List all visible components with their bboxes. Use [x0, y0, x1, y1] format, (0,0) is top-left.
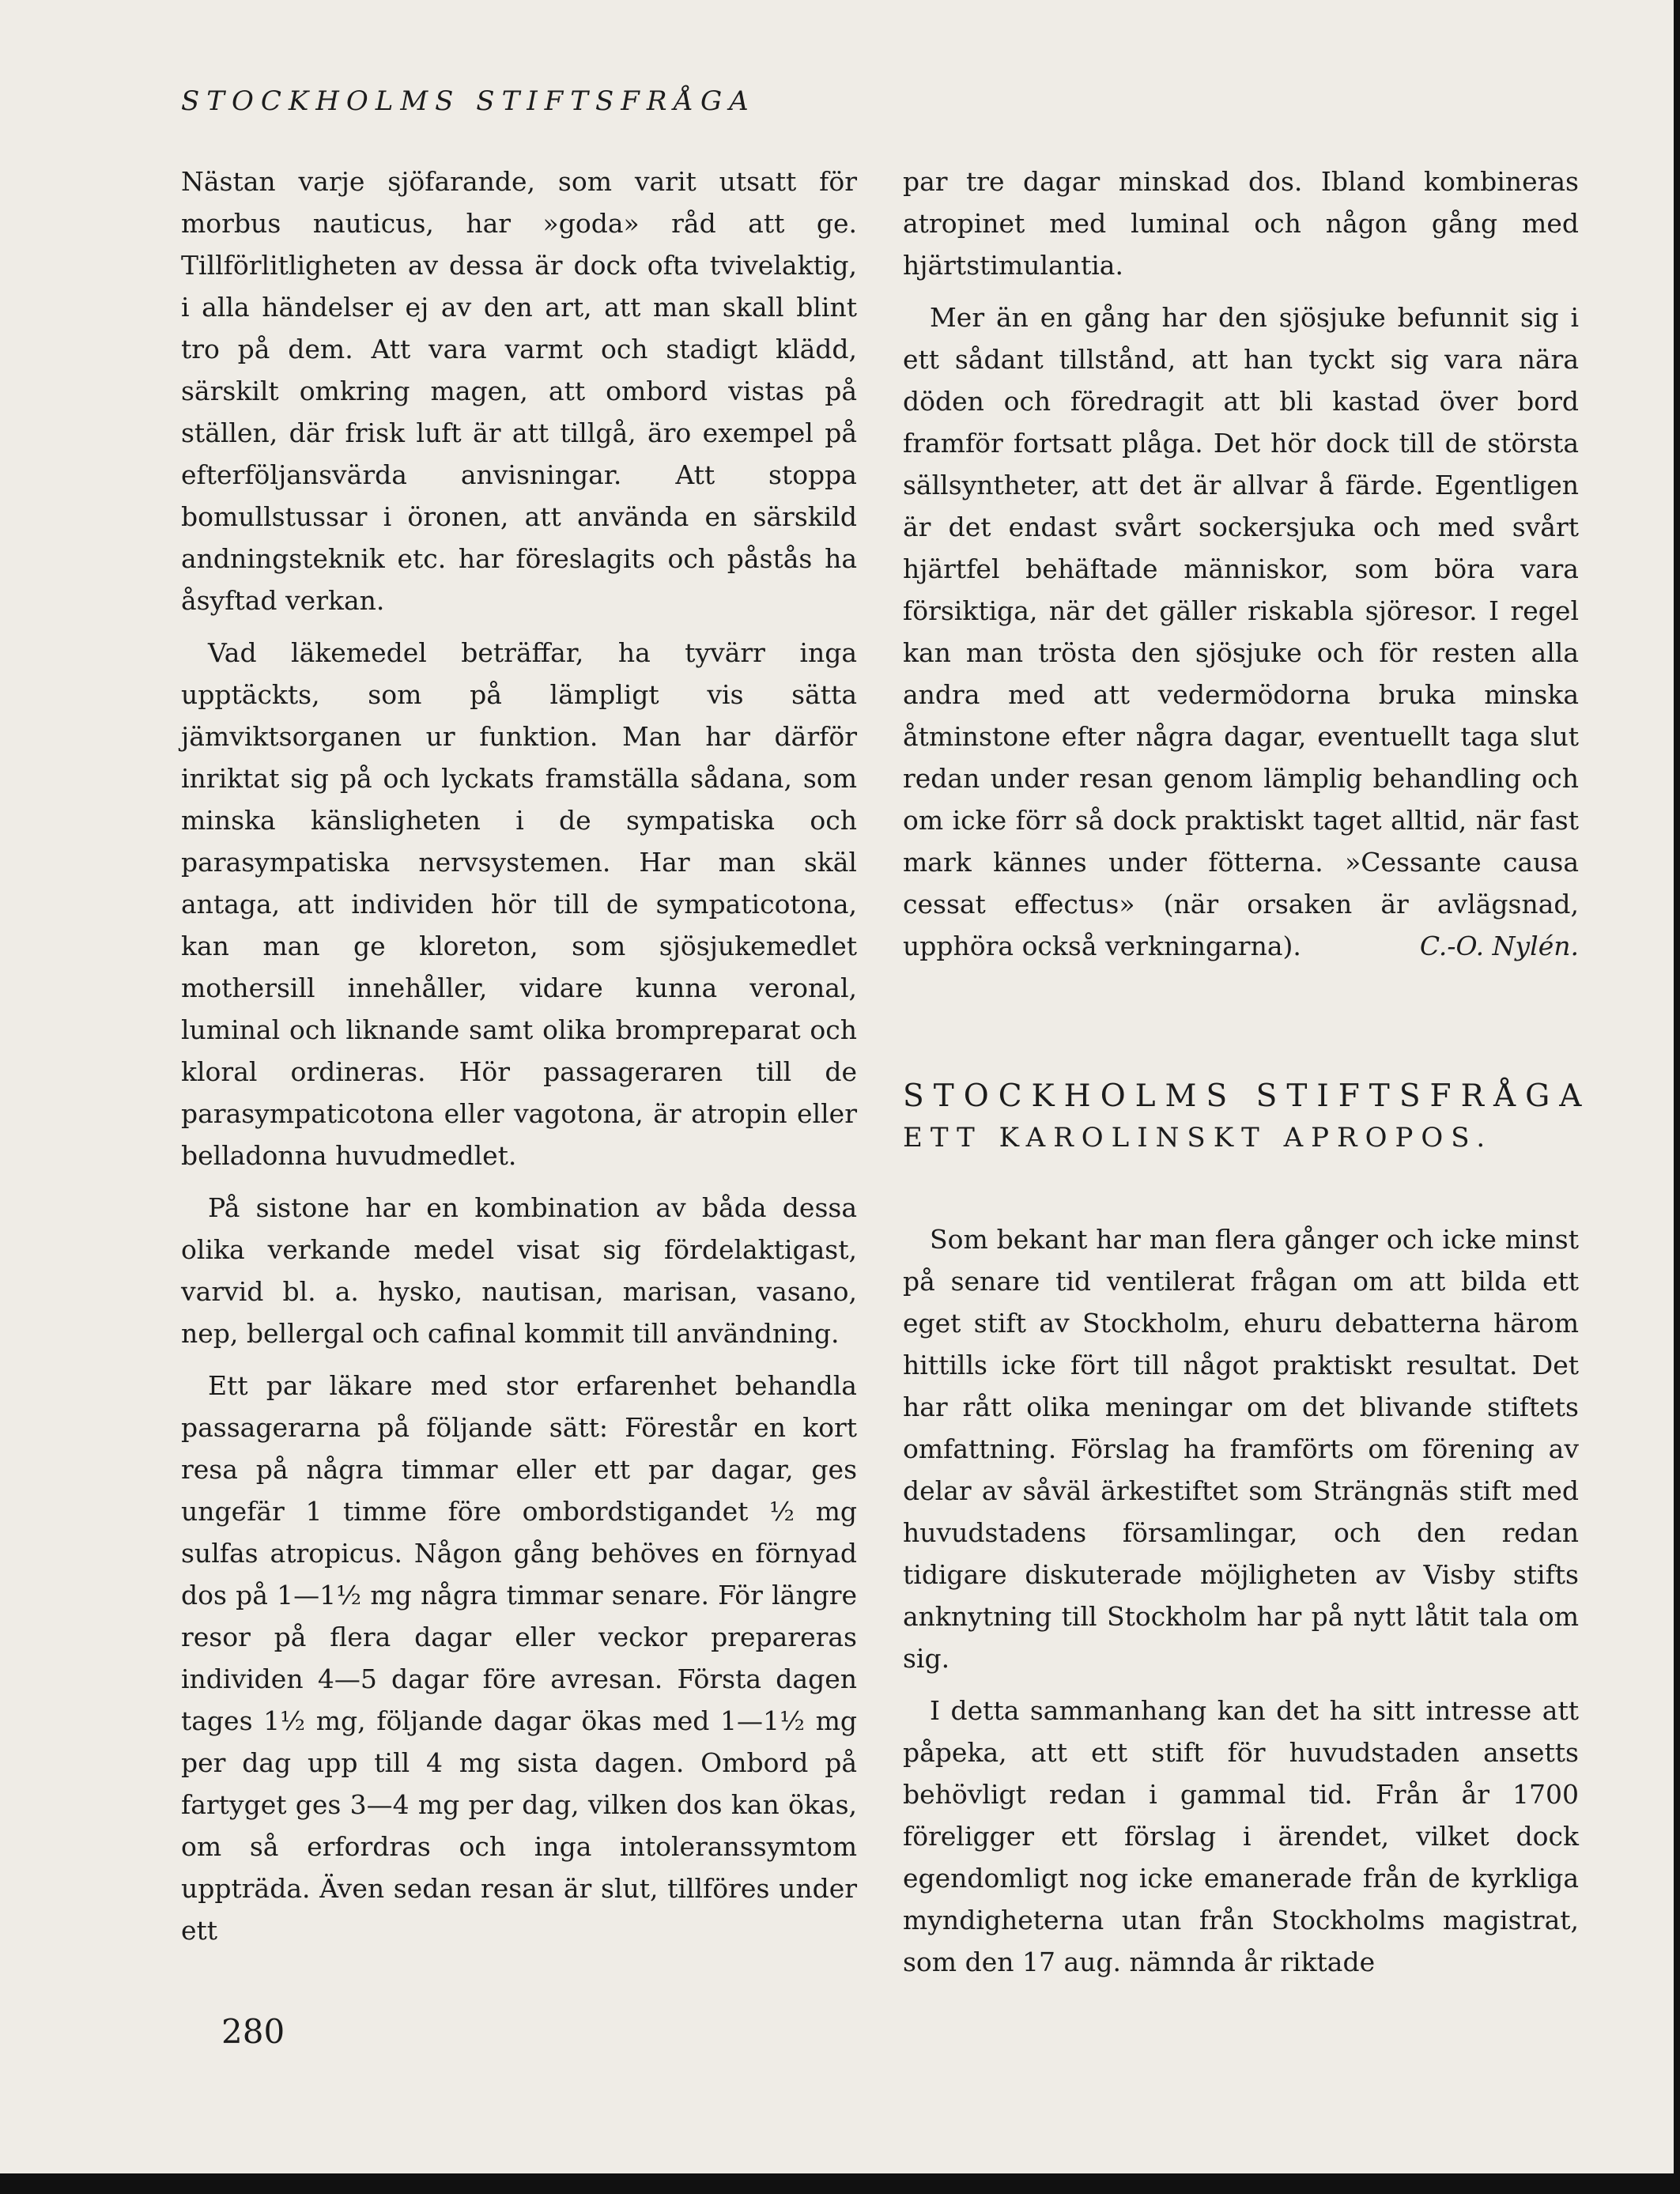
scan-border-bottom [0, 2173, 1680, 2194]
article-title-line-2: ETT KAROLINSKT APROPOS. [903, 1122, 1493, 1154]
closing-paragraph [903, 296, 1579, 967]
scan-border-right [1674, 0, 1680, 2194]
paragraph-continuation: par tre dagar minskad dos. Ibland kombineras atropinet med luminal och någon gång med hjärtstimulantia. [903, 166, 1579, 281]
paragraph: Ett par läkare med stor erfarenhet behandla passagerarna på följande sätt: Förestår en kort resa på några timmar eller ett par dagar, ges ungefär 1 timme före ombordstigandet ½ mg sulfas atropicus. Någon gång behöves en förnyad dos på 1—1½ mg några timmar senare. För längre resor på flera dagar eller veckor prepareras individen 4—5 dagar före avresan. Första dagen tages 1½ mg, följande dagar ökas med 1—1½ mg per dag upp till 4 mg sista dagen. Ombord på fartyget ges 3—4 mg per dag, vilken dos kan ökas, om så erfordras och inga intoleranssymtom uppträda. Även sedan resan är slut, tillföres under ett [181, 1370, 857, 1946]
paragraph: I detta sammanhang kan det ha sitt intresse att påpeka, att ett stift för huvudstaden ansetts behövligt redan i gammal tid. Från år 1700 föreligger ett förslag i ärendet, vilket dock egendomligt nog icke emanerade från de kyrkliga myndigheterna utan från Stockholms magistrat, som den 17 aug. nämnda år riktade [903, 1695, 1579, 1977]
page-number: 280 [221, 2012, 285, 2051]
article-title-line-1: STOCKHOLMS STIFTSFRÅGA [903, 1078, 1591, 1114]
paragraph: Som bekant har man flera gånger och icke minst på senare tid ventilerat frågan om att bilda ett eget stift av Stockholm, ehuru debatterna härom hittills icke fört till något praktiskt resultat. Det har rått olika meningar om det blivande stiftets omfattning. Förslag ha framförts om förening av delar av såväl ärkestiftet som Strängnäs stift med huvudstadens församlingar, och den redan tidigare diskuterade möjligheten av Visby stifts anknytning till Stockholm har på nytt låtit tala om sig. [903, 1224, 1579, 1674]
author-signature: C.-O. Nylén. [1419, 931, 1579, 961]
paragraph: Nästan varje sjöfarande, som varit utsatt för morbus nauticus, har »goda» råd att ge. Tillförlitligheten av dessa är dock ofta tvivelaktig, i alla händelser ej av den art, att man skall blint tro på dem. Att vara varmt och stadigt klädd, särskilt omkring magen, att ombord vistas på ställen, där frisk luft är att tillgå, äro exempel på efterföljansvärda anvisningar. Att stoppa bomullstussar i öronen, att använda en särskild andningsteknik etc. har föreslagits och påstås ha åsyftad verkan. [181, 166, 857, 616]
article-title [903, 1076, 1591, 1158]
closing-paragraph-text: Mer än en gång har den sjösjuke befunnit sig i ett sådant tillstånd, att han tyckt sig vara nära döden och föredragit att bli kastad över bord framför fortsatt plåga. Det hör dock till de största sällsyntheter, att det är allvar å färde. Egentligen är det endast svårt sockersjuka och med svårt hjärtfel behäftade människor, som böra vara försiktiga, när det gäller riskabla sjöresor. I regel kan man trösta den sjösjuke och för resten alla andra med att vedermödorna bruka minska åtminstone efter några dagar, eventuellt taga slut redan under resan genom lämplig behandling och om icke förr så dock praktiskt taget alltid, när fast mark kännes under fötterna. »Cessante causa cessat effectus» (när orsaken är avlägsnad, upphöra också verkningarna). [903, 302, 1579, 961]
left-column [181, 160, 857, 1951]
right-column [903, 160, 1591, 1983]
running-head: STOCKHOLMS STIFTSFRÅGA [181, 85, 756, 117]
paragraph: På sistone har en kombination av båda dessa olika verkande medel visat sig fördelaktigast, varvid bl. a. hysko, nautisan, marisan, vasano, nep, bellergal och cafinal kommit till användning. [181, 1192, 857, 1349]
paragraph: Vad läkemedel beträffar, ha tyvärr inga upptäckts, som på lämpligt vis sätta jämviktsorganen ur funktion. Man har därför inriktat sig på och lyckats framställa sådana, som minska känsligheten i de sympatiska och parasympatiska nervsystemen. Har man skäl antaga, att individen hör till de sympaticotona, kan man ge kloreton, som sjösjukemedlet mothersill innehåller, vidare kunna veronal, luminal och liknande samt olika brompreparat och kloral ordineras. Hör passageraren till de parasympaticotona eller vagotona, är atropin eller belladonna huvudmedlet. [181, 637, 857, 1171]
